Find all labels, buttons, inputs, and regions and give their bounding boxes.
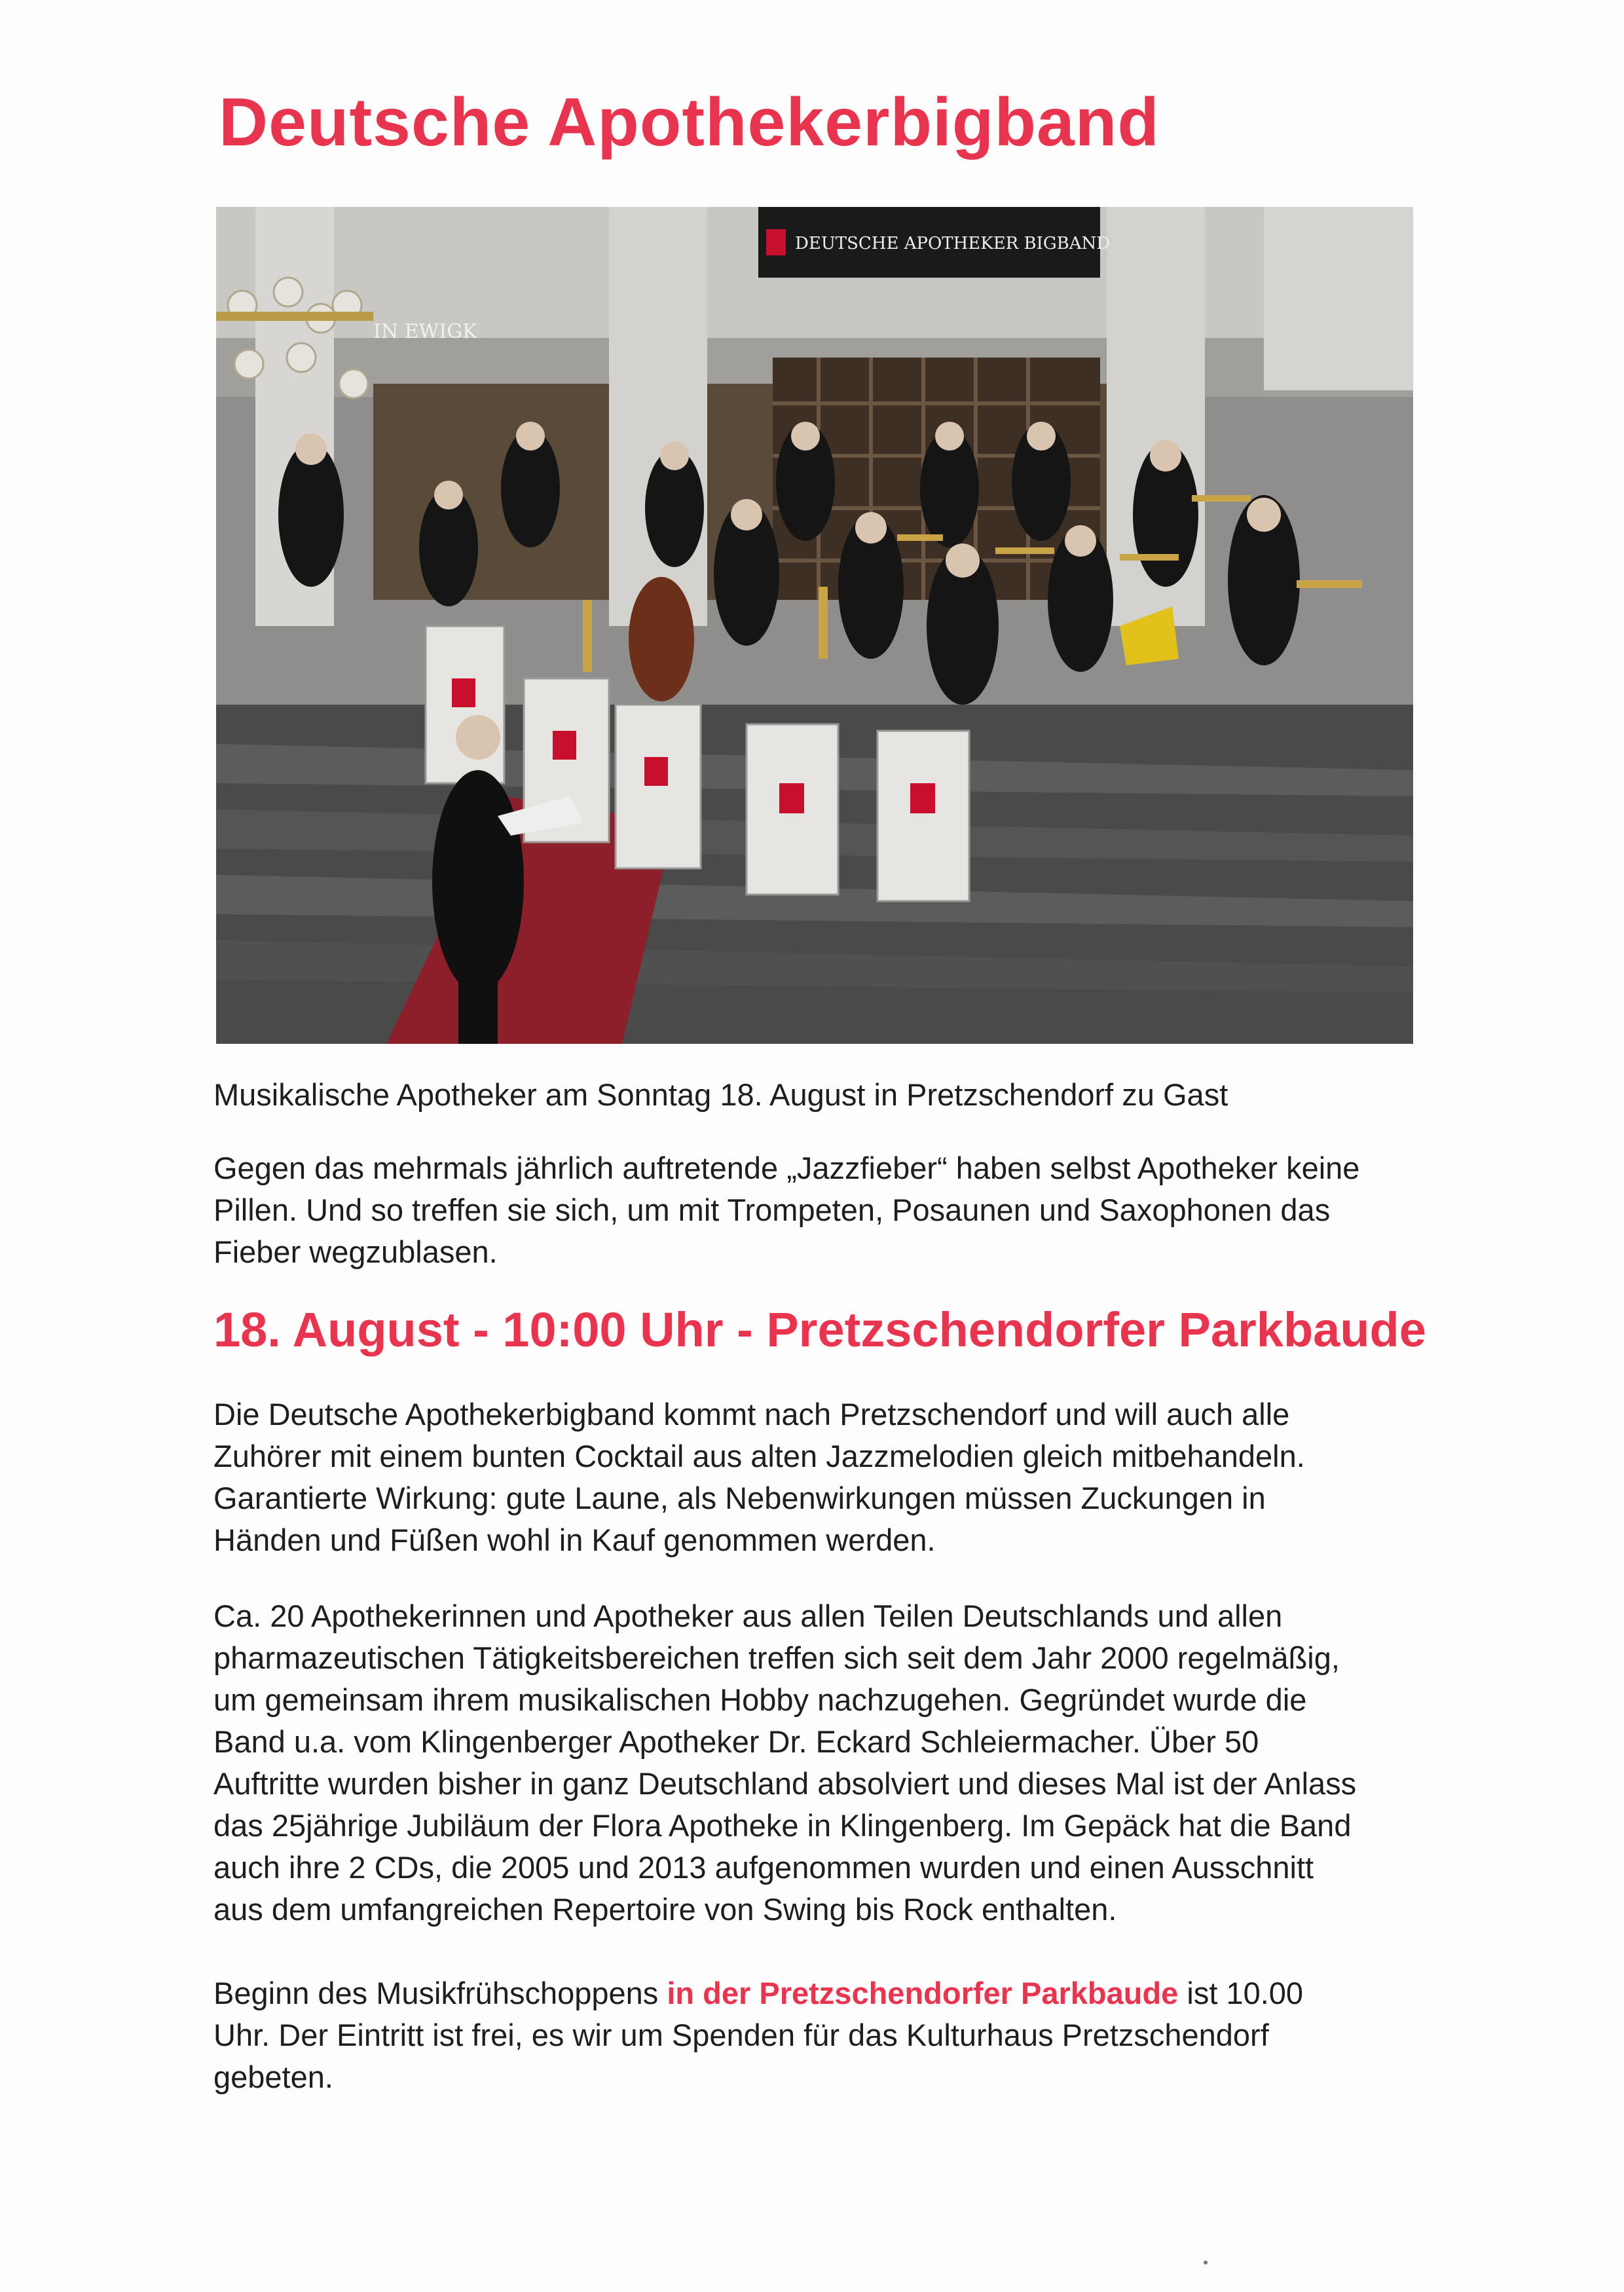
paragraph-line: Die Deutsche Apothekerbigband kommt nach Pretzschendorf und will auch alle — [213, 1397, 1290, 1432]
paragraph-line: aus dem umfangreichen Repertoire von Swing bis Rock enthalten. — [213, 1892, 1117, 1927]
paragraph-line: Garantierte Wirkung: gute Laune, als Nebenwirkungen müssen Zuckungen in — [213, 1481, 1266, 1515]
paragraph-line: Band u.a. vom Klingenberger Apotheker Dr. Eckard Schleiermacher. Über 50 — [213, 1724, 1259, 1759]
paragraph-band-history — [213, 1595, 1458, 1931]
paragraph-line: auch ihre 2 CDs, die 2005 und 2013 aufgenommen wurden und einen Ausschnitt — [213, 1850, 1314, 1885]
paragraph-line: das 25jährige Jubiläum der Flora Apotheke in Klingenberg. Im Gepäck hat die Band — [213, 1808, 1352, 1843]
wall-inscription: IN EWIGK — [373, 320, 477, 343]
intro-line: Fieber wegzublasen. — [213, 1234, 498, 1269]
page-title: Deutsche Apothekerbigband — [219, 84, 1160, 160]
paragraph-line: Auftritte wurden bisher in ganz Deutschland absolviert und dieses Mal ist der Anlass — [213, 1766, 1357, 1801]
paragraph-line: um gemeinsam ihrem musikalischen Hobby nachzugehen. Gegründet wurde die — [213, 1682, 1307, 1717]
paragraph-line: Ca. 20 Apothekerinnen und Apotheker aus allen Teilen Deutschlands und allen — [213, 1599, 1283, 1633]
intro-paragraph — [213, 1147, 1458, 1273]
paragraph-line: Händen und Füßen wohl in Kauf genommen werden. — [213, 1523, 936, 1557]
intro-line: Pillen. Und so treffen sie sich, um mit Trompeten, Posaunen und Saxophonen das — [213, 1192, 1331, 1227]
paragraph-announcement — [213, 1394, 1458, 1561]
venue-highlight: in der Pretzschendorfer Parkbaude — [667, 1976, 1179, 2010]
paragraph-line: gebeten. — [213, 2060, 333, 2094]
paragraph-line: pharmazeutischen Tätigkeitsbereichen treffen sich seit dem Jahr 2000 regelmäßig, — [213, 1640, 1340, 1675]
intro-line: Gegen das mehrmals jährlich auftretende „Jazzfieber“ haben selbst Apotheker keine — [213, 1151, 1360, 1185]
photo-caption: Musikalische Apotheker am Sonntag 18. August in Pretzschendorf zu Gast — [213, 1077, 1228, 1112]
paragraph-start-info — [213, 1972, 1458, 2098]
event-heading: 18. August - 10:00 Uhr - Pretzschendorfer Parkbaude — [213, 1303, 1426, 1357]
paragraph-line — [213, 1972, 1458, 2014]
bigband-photo — [216, 207, 1413, 1044]
banner-text: DEUTSCHE APOTHEKER BIGBAND — [795, 234, 1111, 253]
start-time-text: ist 10.00 — [1178, 1976, 1304, 2010]
scan-speck — [1204, 2261, 1208, 2264]
concert-photo-illustration — [216, 207, 1413, 1044]
paragraph-line: Uhr. Der Eintritt ist frei, es wir um Spenden für das Kulturhaus Pretzschendorf — [213, 2018, 1269, 2052]
paragraph-line: Zuhörer mit einem bunten Cocktail aus alten Jazzmelodien gleich mitbehandeln. — [213, 1439, 1305, 1473]
start-text: Beginn des Musikfrühschoppens — [213, 1976, 667, 2010]
